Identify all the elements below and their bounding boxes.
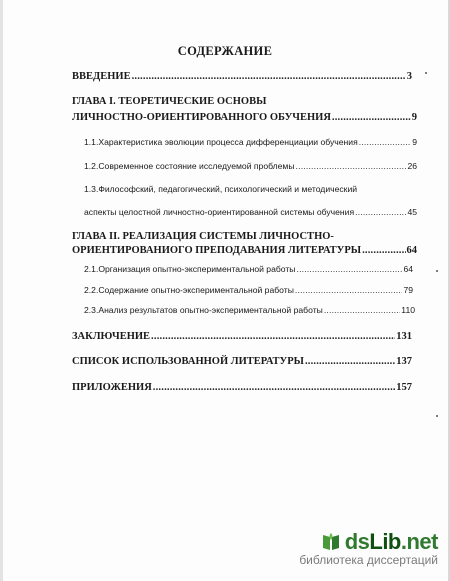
toc-entry-text: ПРИЛОЖЕНИЯ	[72, 382, 152, 393]
toc-entry-text: СПИСОК ИСПОЛЬЗОВАННОЙ ЛИТЕРАТУРЫ	[72, 356, 304, 367]
toc-section-2-1	[84, 264, 413, 274]
toc-page-number: 9	[411, 112, 417, 123]
toc-entry-text: 2.2.Содержание опытно-экспериментальной работы	[84, 285, 294, 295]
toc-entry-text: ГЛАВА I. ТЕОРЕТИЧЕСКИЕ ОСНОВЫ	[72, 96, 267, 107]
toc-page-number: 64	[406, 245, 417, 256]
toc-chapter-1	[72, 112, 417, 123]
toc-entry-text: ЛИЧНОСТНО-ОРИЕНТИРОВАННОГО ОБУЧЕНИЯ	[72, 112, 331, 123]
toc-entry-text: 1.1.Характеристика эволюции процесса дифференциации обучения	[84, 137, 358, 147]
toc-leader-dots	[296, 264, 402, 274]
toc-leader-dots	[151, 331, 395, 342]
scan-speck	[436, 415, 438, 417]
toc-leader-dots	[153, 382, 395, 393]
toc-entry-introduction	[72, 71, 412, 82]
toc-conclusion	[72, 331, 412, 342]
toc-page-number: 131	[396, 331, 412, 342]
toc-page-number: 26	[407, 161, 417, 171]
watermark-logo	[299, 529, 438, 555]
toc-section-1-3-heading	[84, 184, 417, 194]
toc-entry-text: 2.3.Анализ результатов опытно-экспериментальной работы	[84, 305, 323, 315]
toc-leader-dots	[332, 112, 411, 123]
toc-entry-text: аспекты целостной личностно-ориентированной системы обучения	[84, 207, 355, 217]
toc-section-1-1	[84, 137, 417, 147]
toc-entry-text: 1.2.Современное состояние исследуемой проблемы	[84, 161, 295, 171]
toc-leader-dots	[324, 305, 400, 315]
toc-title: СОДЕРЖАНИЕ	[177, 44, 273, 58]
watermark-brand: dsLib.net	[344, 529, 438, 554]
toc-page-number: 79	[403, 285, 413, 295]
scan-speck	[425, 72, 427, 74]
toc-section-2-2	[84, 285, 413, 295]
toc-page-number: 9	[412, 137, 417, 147]
toc-page-number: 3	[406, 71, 412, 82]
toc-entry-text: ЗАКЛЮЧЕНИЕ	[72, 331, 151, 342]
toc-leader-dots	[295, 285, 403, 295]
scan-speck	[436, 270, 438, 272]
book-leaf-icon	[320, 531, 342, 553]
toc-page-number: 157	[396, 382, 412, 393]
dslib-watermark	[299, 529, 438, 567]
toc-entry-text: ОРИЕНТИРОВАНИОГО ПРЕПОДАВАНИЯ ЛИТЕРАТУРЫ	[72, 245, 362, 256]
toc-leader-dots	[355, 207, 406, 217]
toc-leader-dots	[359, 137, 411, 147]
toc-page-number: 64	[403, 264, 413, 274]
toc-chapter-2-heading	[72, 231, 412, 242]
toc-page-number: 45	[407, 207, 417, 217]
toc-leader-dots	[132, 71, 406, 82]
toc-entry-text: 1.3.Философский, педагогический, психологический и методический	[84, 184, 358, 194]
toc-section-1-3	[84, 207, 417, 217]
toc-leader-dots	[362, 245, 405, 256]
toc-references	[72, 356, 412, 367]
toc-leader-dots	[305, 356, 395, 367]
toc-appendices	[72, 382, 412, 393]
toc-leader-dots	[296, 161, 407, 171]
toc-section-2-3	[84, 305, 415, 315]
toc-chapter-1-heading	[72, 96, 402, 107]
toc-chapter-2	[72, 245, 417, 256]
toc-section-1-2	[84, 161, 417, 171]
toc-page-number: 137	[396, 356, 412, 367]
watermark-caption: библиотека диссертаций	[299, 553, 438, 567]
scan-edge-left	[0, 0, 3, 581]
toc-entry-text: ВВЕДЕНИЕ	[72, 71, 131, 82]
toc-page-number: 110	[401, 305, 415, 315]
toc-entry-text: ГЛАВА II. РЕАЛИЗАЦИЯ СИСТЕМЫ ЛИЧНОСТНО-	[72, 231, 334, 242]
toc-entry-text: 2.1.Организация опытно-экспериментальной работы	[84, 264, 296, 274]
